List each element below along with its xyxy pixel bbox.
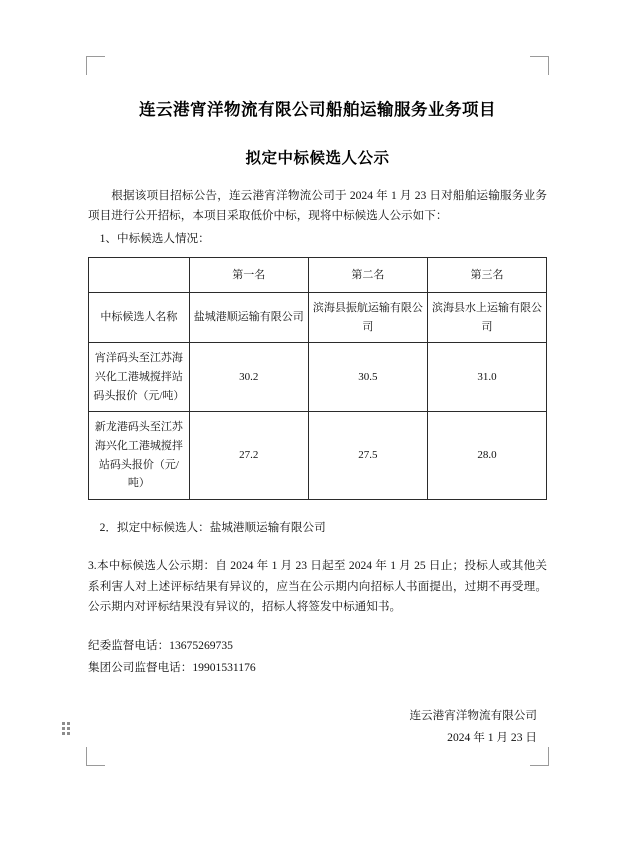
row-2-value-2: 28.0 <box>427 412 546 500</box>
signer-name: 连云港宵洋物流有限公司 <box>409 709 537 723</box>
row-0-value-1: 滨海县振航运输有限公司 <box>308 292 427 342</box>
row-2-value-0: 27.2 <box>189 412 308 500</box>
row-0-value-2: 滨海县水上运输有限公司 <box>427 292 546 342</box>
drag-handle-dots <box>62 722 71 736</box>
row-label-1: 宵洋码头至江苏海兴化工港城搅拌站码头报价（元/吨） <box>89 343 190 412</box>
table-row <box>89 292 547 342</box>
table-header-cell-2: 第二名 <box>308 257 427 292</box>
table-row <box>89 343 547 412</box>
table-header-cell-3: 第三名 <box>427 257 546 292</box>
table-header-cell-1: 第一名 <box>189 257 308 292</box>
crop-mark-top-right <box>530 56 549 75</box>
contact-line-1: 纪委监督电话：13675269735 <box>88 639 233 653</box>
row-label-2: 新龙港码头至江苏海兴化工港城搅拌站码头报价（元/吨） <box>89 412 190 500</box>
crop-mark-top-left <box>86 56 105 75</box>
crop-mark-bottom-left <box>86 747 105 766</box>
row-1-value-0: 30.2 <box>189 343 308 412</box>
document-title: 连云港宵洋物流有限公司船舶运输服务业务项目 <box>139 100 496 119</box>
document-subtitle: 拟定中标候选人公示 <box>245 150 390 167</box>
table-header-cell-0 <box>89 257 190 292</box>
section-2-paragraph: 2．拟定中标候选人：盐城港顺运输有限公司 <box>99 521 326 535</box>
candidates-table <box>88 257 547 500</box>
table-header-row <box>89 257 547 292</box>
row-0-value-0: 盐城港顺运输有限公司 <box>189 292 308 342</box>
document-body <box>88 80 547 749</box>
row-1-value-2: 31.0 <box>427 343 546 412</box>
contact-line-2: 集团公司监督电话：19901531176 <box>88 661 256 675</box>
signer-date: 2024 年 1 月 23 日 <box>447 731 537 745</box>
signature-block <box>88 705 547 749</box>
section-3-paragraph: 3.本中标候选人公示期：自 2024 年 1 月 23 日起至 2024 年 1 月 25 日止；投标人或其他关系利害人对上述评标结果有异议的，应当在公示期内向招标人书面提出，过期不再受理。公示期内对评标结果没有异议的，招标人将签发中标通知书。 <box>88 559 547 613</box>
table-row <box>89 412 547 500</box>
row-1-value-1: 30.5 <box>308 343 427 412</box>
intro-paragraph: 根据该项目招标公告，连云港宵洋物流公司于 2024 年 1 月 23 日对船舶运输服务业务项目进行公开招标，本项目采取低价中标，现将中标候选人公示如下： <box>88 189 547 223</box>
row-label-0: 中标候选人名称 <box>89 292 190 342</box>
crop-mark-bottom-right <box>530 747 549 766</box>
section-1-heading: 1、中标候选人情况： <box>99 231 210 245</box>
row-2-value-1: 27.5 <box>308 412 427 500</box>
